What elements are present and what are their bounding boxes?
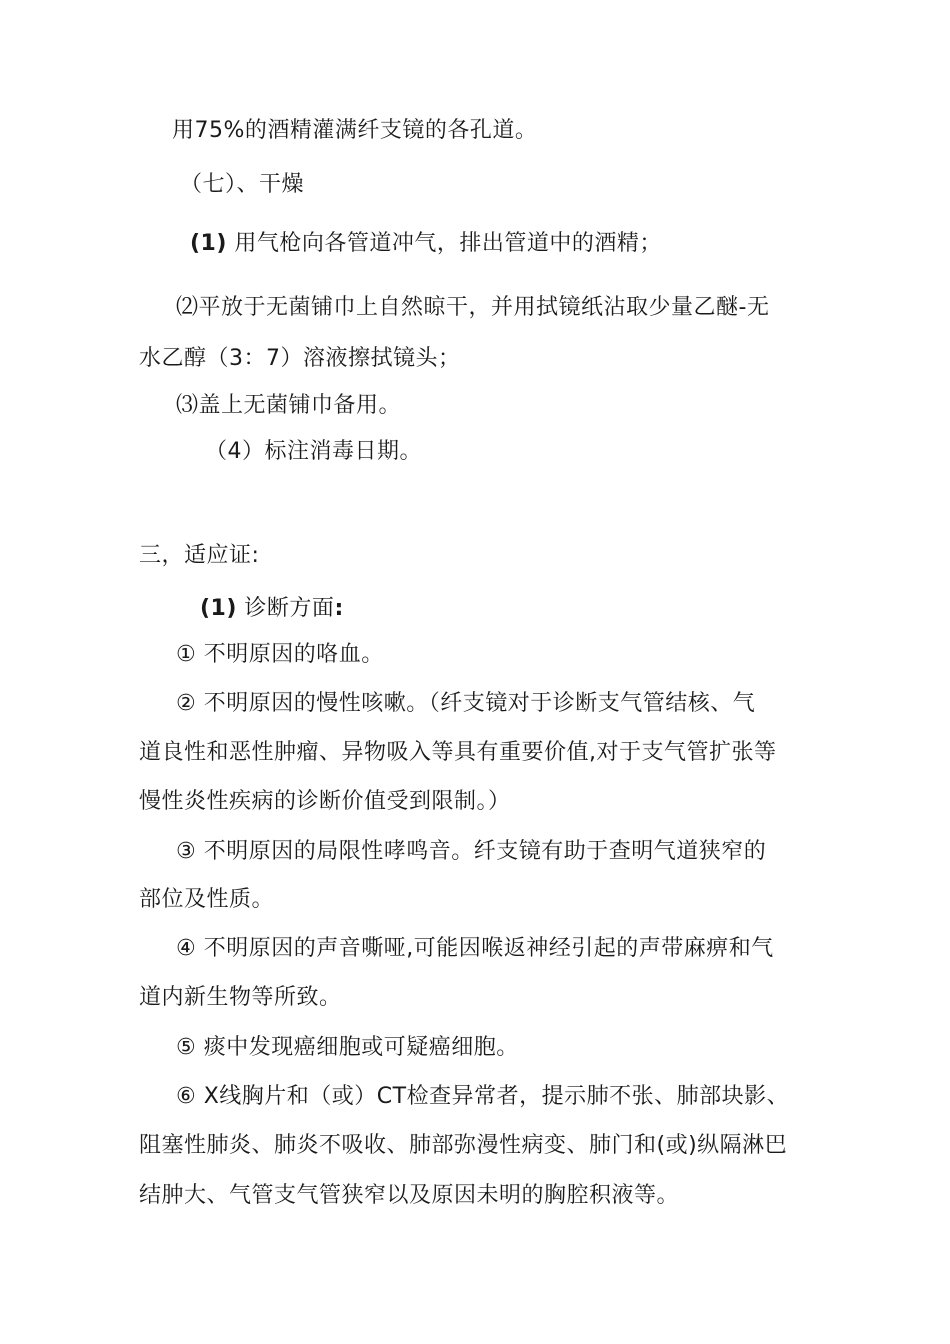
- dry-step-4: （4）标注消毒日期。: [205, 439, 422, 464]
- subsection-diagnosis: [200, 594, 344, 624]
- indication-item-2-line2: 道良性和恶性肿瘤、异物吸入等具有重要价值,对于支气管扩张等: [139, 740, 777, 765]
- subsection-diagnosis-label: 诊断方面: [244, 596, 335, 621]
- indication-item-4-line1: ④ 不明原因的声音嘶哑,可能因喉返神经引起的声带麻痹和气: [176, 936, 774, 961]
- indication-item-6-line1: ⑥ X线胸片和（或）CT检查异常者，提示肺不张、肺部块影、: [176, 1084, 790, 1109]
- indication-item-2-line1: ② 不明原因的慢性咳嗽。（纤支镜对于诊断支气管结核、气: [176, 691, 756, 716]
- heading-dry: （七）、干燥: [180, 172, 305, 197]
- subsection-diagnosis-colon: :: [334, 596, 344, 621]
- indication-item-6-line3: 结肿大、气管支气管狭窄以及原因未明的胸腔积液等。: [139, 1183, 680, 1208]
- indication-item-5: ⑤ 痰中发现癌细胞或可疑癌细胞。: [176, 1035, 519, 1060]
- dry-step-3: ⑶盖上无菌铺巾备用。: [176, 393, 402, 418]
- indication-item-6-line2: 阻塞性肺炎、肺炎不吸收、肺部弥漫性病变、肺门和(或)纵隔淋巴: [139, 1133, 788, 1158]
- section-indications-heading: 三，适应证:: [139, 543, 260, 568]
- indication-item-1: ① 不明原因的咯血。: [176, 642, 384, 667]
- paragraph-alcohol-fill: 用75%的酒精灌满纤支镜的各孔道。: [172, 118, 538, 143]
- indication-item-3-line2: 部位及性质。: [139, 887, 275, 912]
- dry-step-1-text: 用气枪向各管道冲气，排出管道中的酒精；: [234, 231, 662, 256]
- indication-item-4-line2: 道内新生物等所致。: [139, 985, 342, 1010]
- dry-step-2-line2: 水乙醇（3：7）溶液擦拭镜头；: [139, 346, 461, 371]
- dry-step-2-line1: ⑵平放于无菌铺巾上自然晾干，并用拭镜纸沾取少量乙醚-无: [176, 295, 770, 320]
- indication-item-2-line3: 慢性炎性疾病的诊断价值受到限制。）: [139, 789, 511, 814]
- indication-item-3-line1: ③ 不明原因的局限性哮鸣音。纤支镜有助于查明气道狭窄的: [176, 839, 767, 864]
- dry-step-1: [190, 229, 662, 259]
- subsection-diagnosis-number: (1): [200, 596, 237, 621]
- dry-step-1-number: (1): [190, 231, 227, 256]
